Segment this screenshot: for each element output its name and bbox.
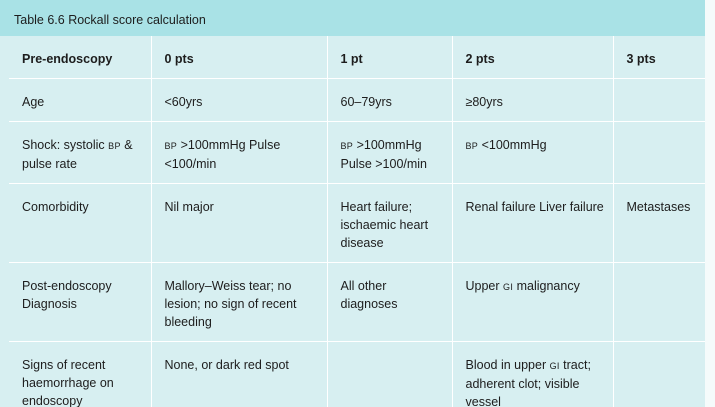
cell-1-pt: 60–79yrs bbox=[327, 79, 452, 122]
row-label: Comorbidity bbox=[9, 184, 151, 263]
header-pre-endoscopy: Pre-endoscopy bbox=[9, 36, 151, 79]
cell-0-pts: Mallory–Weiss tear; no lesion; no sign of recent bleeding bbox=[151, 263, 327, 342]
row-label: Post-endoscopy Diagnosis bbox=[9, 263, 151, 342]
label-text: & pulse rate bbox=[22, 138, 133, 171]
cell-3-pts bbox=[613, 79, 705, 122]
row-label bbox=[9, 122, 151, 184]
cell-text: tract; adherent clot; visible vessel bbox=[465, 358, 591, 407]
cell-1-pt bbox=[327, 122, 452, 184]
table-row-post-endoscopy-diagnosis bbox=[9, 263, 705, 342]
row-label: Signs of recent haemorrhage on endoscopy bbox=[9, 342, 151, 407]
header-3-pts: 3 pts bbox=[613, 36, 705, 79]
table-row-signs-of-haemorrhage bbox=[9, 342, 705, 407]
label-text: Shock: systolic bbox=[22, 138, 109, 152]
page-edge bbox=[705, 0, 715, 407]
cell-3-pts bbox=[613, 342, 705, 407]
cell-abbrev: BP bbox=[164, 141, 178, 151]
cell-0-pts: <60yrs bbox=[151, 79, 327, 122]
cell-0-pts bbox=[151, 122, 327, 184]
cell-abbrev: BP bbox=[340, 141, 354, 151]
table-row-shock bbox=[9, 122, 705, 184]
rockall-score-table bbox=[9, 36, 705, 407]
header-1-pt: 1 pt bbox=[327, 36, 452, 79]
cell-abbrev: GI bbox=[503, 282, 514, 292]
table-caption-text: Table 6.6 Rockall score calculation bbox=[14, 13, 206, 27]
cell-text: >100mmHg Pulse >100/min bbox=[340, 138, 428, 171]
table-caption bbox=[0, 0, 705, 36]
cell-abbrev: GI bbox=[549, 361, 560, 371]
cell-1-pt: All other diagnoses bbox=[327, 263, 452, 342]
table-row-age bbox=[9, 79, 705, 122]
cell-1-pt bbox=[327, 342, 452, 407]
cell-2-pts bbox=[452, 122, 613, 184]
cell-text: Blood in upper bbox=[465, 358, 550, 372]
table-header-row bbox=[9, 36, 705, 79]
cell-0-pts: Nil major bbox=[151, 184, 327, 263]
cell-text: Upper bbox=[465, 279, 504, 293]
cell-3-pts: Metastases bbox=[613, 184, 705, 263]
cell-2-pts: Renal failure Liver failure bbox=[452, 184, 613, 263]
row-label: Age bbox=[9, 79, 151, 122]
label-abbrev: BP bbox=[108, 141, 121, 151]
header-0-pts: 0 pts bbox=[151, 36, 327, 79]
cell-text: malignancy bbox=[513, 279, 580, 293]
cell-text: <100mmHg bbox=[478, 138, 547, 152]
cell-1-pt: Heart failure; ischaemic heart disease bbox=[327, 184, 452, 263]
cell-3-pts bbox=[613, 122, 705, 184]
cell-0-pts: None, or dark red spot bbox=[151, 342, 327, 407]
table-row-comorbidity bbox=[9, 184, 705, 263]
cell-2-pts bbox=[452, 263, 613, 342]
cell-2-pts bbox=[452, 342, 613, 407]
cell-2-pts: ≥80yrs bbox=[452, 79, 613, 122]
header-2-pts: 2 pts bbox=[452, 36, 613, 79]
cell-text: >100mmHg Pulse <100/min bbox=[164, 138, 281, 171]
cell-3-pts bbox=[613, 263, 705, 342]
cell-abbrev: BP bbox=[465, 141, 479, 151]
